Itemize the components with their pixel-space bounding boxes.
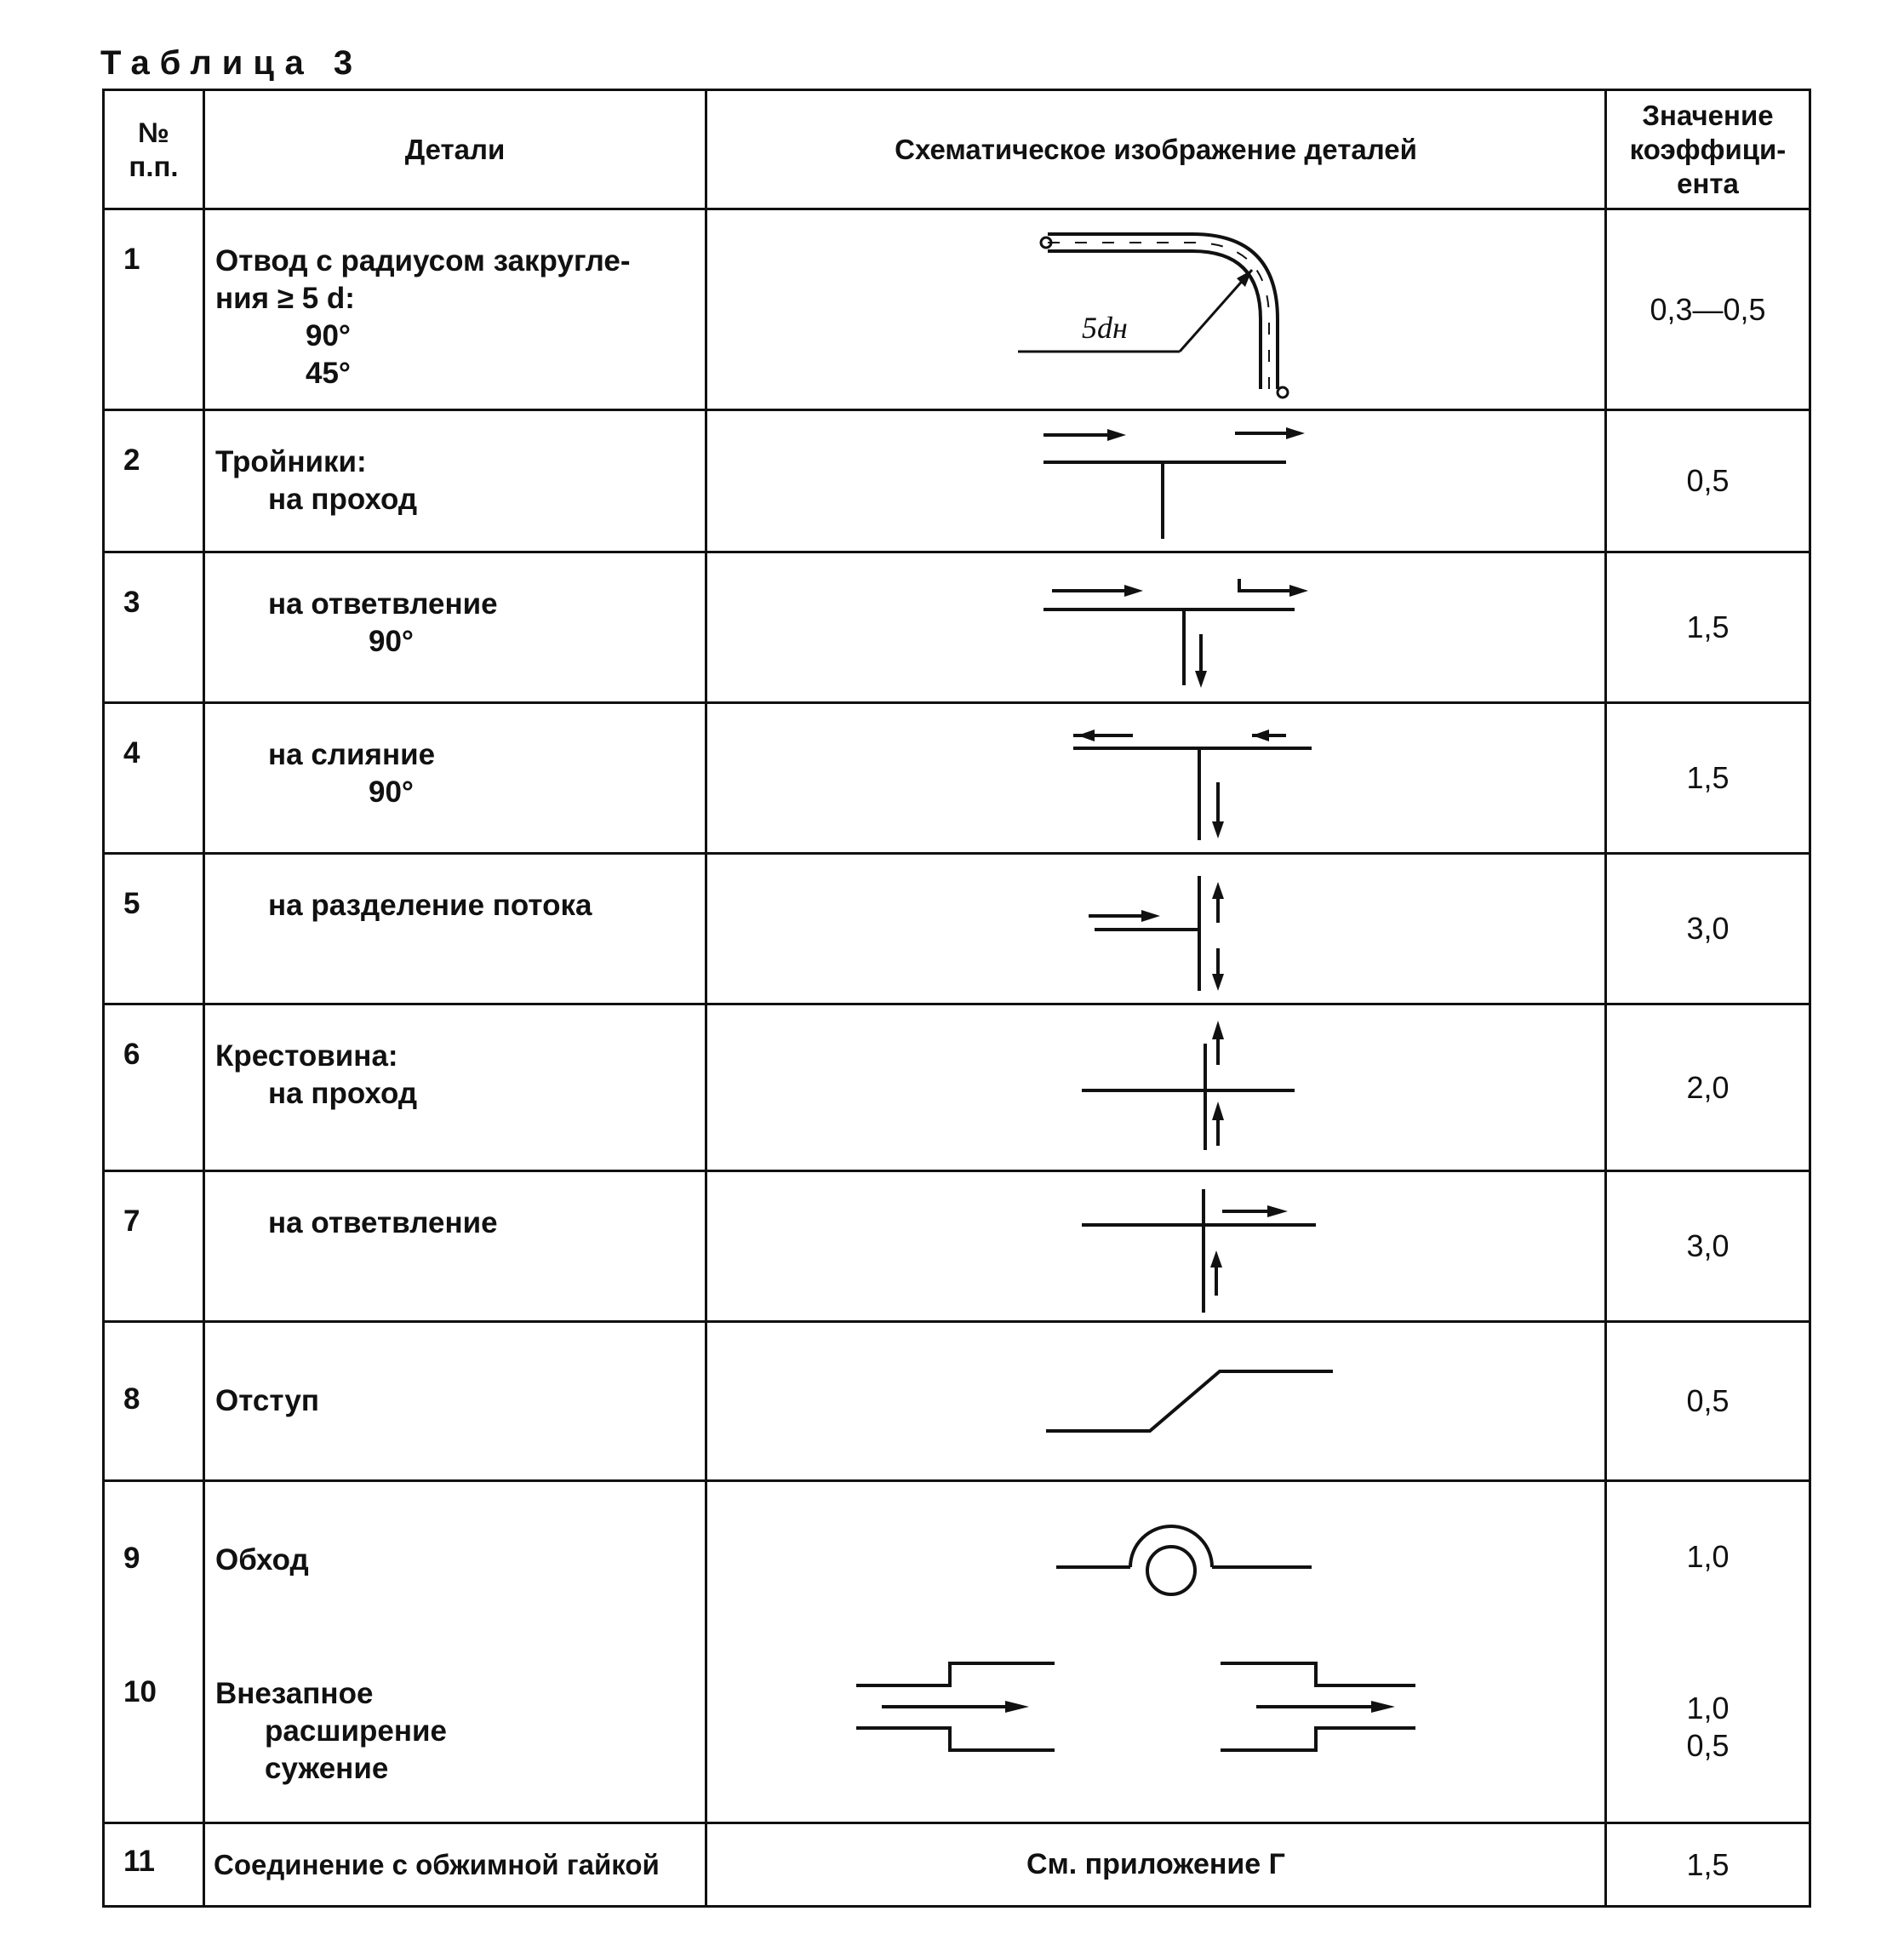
schema-bypass <box>706 1481 1606 1633</box>
header-schema: Схематическое изображение деталей <box>706 90 1606 209</box>
schema-bend <box>706 209 1606 410</box>
schema-tee-through <box>706 410 1606 552</box>
row-coef: 1,5 <box>1606 703 1810 854</box>
radius-label: 5dн <box>1082 311 1128 345</box>
row-number: 2 <box>104 410 204 552</box>
table-row <box>104 1171 1810 1322</box>
header-coef: Значение коэффици-ента <box>1606 90 1810 209</box>
schema-tee-split <box>706 854 1606 1004</box>
detail-line: Отвод с радиусом закругле- <box>215 244 631 278</box>
table-caption: Таблица 3 <box>100 44 363 82</box>
detail-line: Обход <box>215 1543 309 1576</box>
row-coef <box>1606 1633 1810 1823</box>
schema-offset <box>706 1322 1606 1481</box>
row-number: 10 <box>104 1633 204 1823</box>
row-number: 6 <box>104 1004 204 1171</box>
row-details <box>204 1481 706 1633</box>
schema-tee-merge <box>706 703 1606 854</box>
row-number: 3 <box>104 552 204 703</box>
row-number: 4 <box>104 703 204 854</box>
detail-line: на разделение потока <box>268 889 592 922</box>
row-number: 7 <box>104 1171 204 1322</box>
row-details <box>204 703 706 854</box>
detail-line: на ответвление <box>268 587 498 621</box>
schema-cross-branch <box>706 1171 1606 1322</box>
detail-line: сужение <box>265 1751 389 1785</box>
bend-drawing <box>707 210 1607 411</box>
tee-merge-drawing <box>707 704 1607 855</box>
detail-line: 45° <box>306 357 351 390</box>
header-details: Детали <box>204 90 706 209</box>
table-row <box>104 703 1810 854</box>
row-coef: 0,5 <box>1606 410 1810 552</box>
header-row <box>104 90 1810 209</box>
cross-branch-drawing <box>707 1172 1607 1323</box>
row-details <box>204 854 706 1004</box>
table-row <box>104 209 1810 410</box>
tee-through-drawing <box>707 411 1607 553</box>
row-details <box>204 1322 706 1481</box>
row-number: 5 <box>104 854 204 1004</box>
tee-split-drawing <box>707 855 1607 1005</box>
detail-line: на проход <box>268 483 418 516</box>
detail-line: на слияние <box>268 738 436 771</box>
table-row <box>104 1823 1810 1907</box>
detail-line: Тройники: <box>215 445 367 478</box>
schema-tee-branch <box>706 552 1606 703</box>
row-number: 8 <box>104 1322 204 1481</box>
detail-line: ния ≥ 5 d: <box>215 282 355 315</box>
table-row <box>104 552 1810 703</box>
table-row <box>104 854 1810 1004</box>
detail-line: на проход <box>268 1077 418 1110</box>
row-number: 1 <box>104 209 204 410</box>
detail-line: 90° <box>306 319 351 352</box>
tee-branch-drawing <box>707 553 1607 704</box>
detail-line: Соединение с обжимной гайкой <box>214 1849 660 1880</box>
table-row <box>104 1481 1810 1633</box>
row-details <box>204 209 706 410</box>
row-coef: 3,0 <box>1606 854 1810 1004</box>
table-row <box>104 1322 1810 1481</box>
expansion-drawing <box>707 1633 1607 1823</box>
table-row <box>104 1633 1810 1823</box>
row-coef: 0,3—0,5 <box>1606 209 1810 410</box>
row-coef: 2,0 <box>1606 1004 1810 1171</box>
detail-line: на ответвление <box>268 1206 498 1239</box>
schema-cross-through <box>706 1004 1606 1171</box>
row-details <box>204 1171 706 1322</box>
row-coef: 1,5 <box>1606 552 1810 703</box>
row-coef: 1,0 <box>1606 1481 1810 1633</box>
bypass-drawing <box>707 1482 1607 1634</box>
schema-expansion <box>706 1633 1606 1823</box>
detail-line: Отступ <box>215 1384 319 1417</box>
header-num: № п.п. <box>104 90 204 209</box>
detail-line: Внезапное <box>215 1676 374 1710</box>
row-details <box>204 410 706 552</box>
detail-line: 90° <box>369 775 414 809</box>
row-coef: 3,0 <box>1606 1171 1810 1322</box>
offset-drawing <box>707 1323 1607 1482</box>
row-details <box>204 1633 706 1823</box>
row-coef: 1,5 <box>1606 1823 1810 1907</box>
row-number: 9 <box>104 1481 204 1633</box>
row-number: 11 <box>104 1823 204 1907</box>
row-coef: 0,5 <box>1606 1322 1810 1481</box>
detail-line: расширение <box>265 1714 447 1748</box>
detail-line: 90° <box>369 625 414 658</box>
coef-line: 1,0 <box>1686 1690 1730 1725</box>
row-details <box>204 1823 706 1907</box>
coef-line: 0,5 <box>1686 1727 1730 1763</box>
row-details <box>204 552 706 703</box>
table-row <box>104 410 1810 552</box>
detail-line: Крестовина: <box>215 1039 398 1073</box>
schema-reference: См. приложение Г <box>706 1823 1606 1907</box>
table-row <box>104 1004 1810 1171</box>
coefficients-table <box>102 89 1811 1908</box>
cross-through-drawing <box>707 1005 1607 1172</box>
row-details <box>204 1004 706 1171</box>
